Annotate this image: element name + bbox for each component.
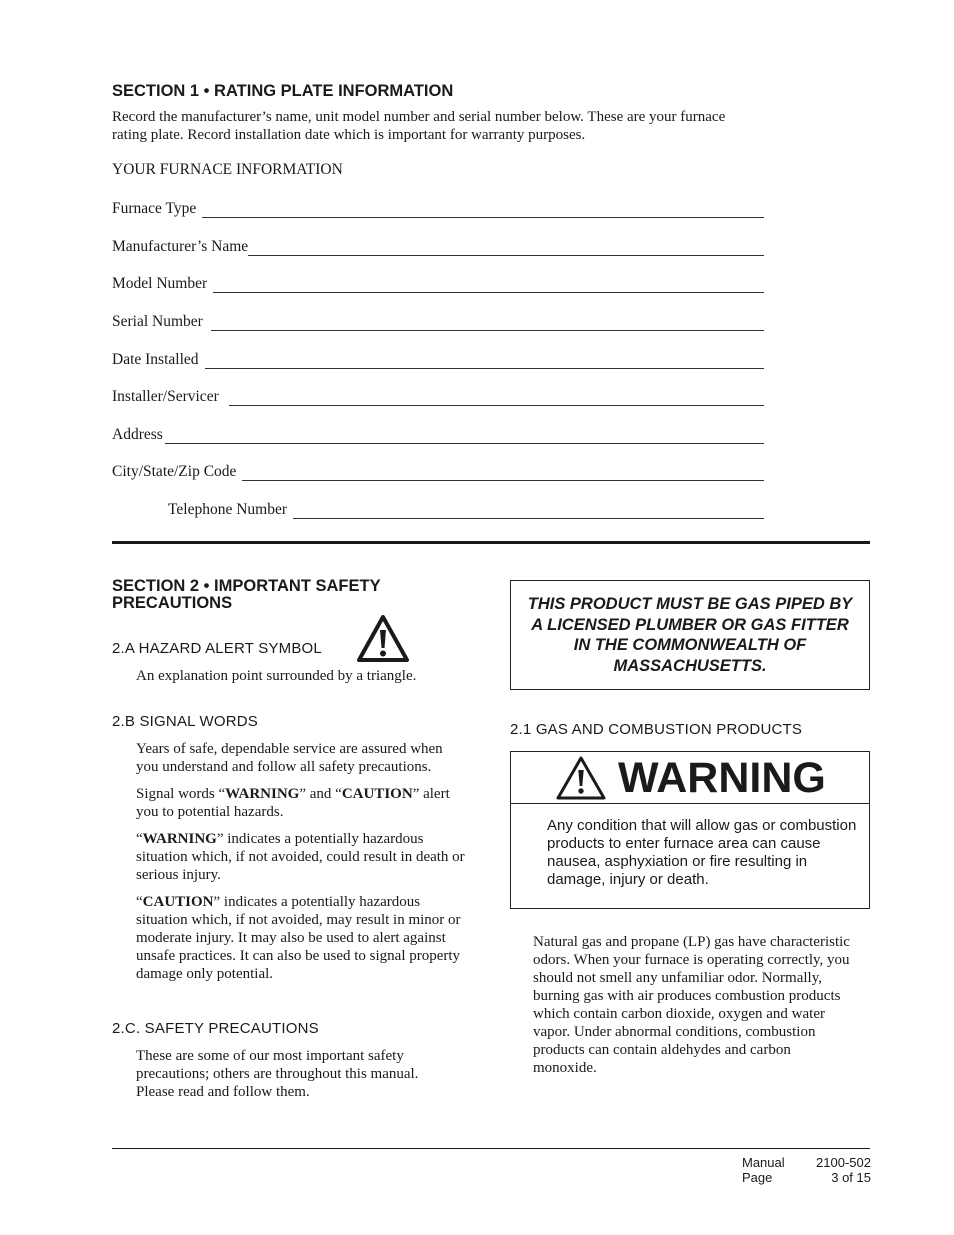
signal-words-heading: 2.B SIGNAL WORDS (112, 713, 259, 730)
section-2-title-line-1: SECTION 2 • IMPORTANT SAFETY (112, 577, 381, 595)
field-label: City/State/Zip Code (112, 463, 237, 480)
warning-triangle-icon (555, 755, 607, 801)
field-address[interactable] (112, 424, 764, 444)
section-divider (112, 541, 870, 544)
notice-line-1: THIS PRODUCT MUST BE GAS PIPED BY (527, 595, 853, 613)
notice-line-2: A LICENSED PLUMBER OR GAS FITTER (531, 615, 849, 634)
signal-paragraph-1: Years of safe, dependable service are assured when you understand and follow all safety precautions. (136, 741, 443, 775)
field-date-installed[interactable] (112, 349, 764, 369)
section-1-intro (112, 108, 872, 144)
fill-line[interactable] (248, 241, 764, 256)
warning-message: Any condition that will allow gas or combustion products to enter furnace area can cause nausea, asphyxiation or fire resulting in damage, injury or death. (547, 817, 857, 888)
field-label: Installer/Servicer (112, 388, 219, 405)
fill-line[interactable] (229, 391, 764, 406)
gas-body-text: Natural gas and propane (LP) gas have characteristic odors. When your furnace is operating correctly, you should not smell any unfamiliar odor. Normally, burning gas with air produces combustion products which contain carbon dioxide, oxygen and water vapor. Under abnormal conditions, combustion products can contain aldehydes and carbon monoxide. (533, 934, 850, 1076)
fill-line[interactable] (211, 316, 764, 331)
field-label: Serial Number (112, 313, 203, 330)
section-2-title-line-2: PRECAUTIONS (112, 594, 233, 612)
fill-line[interactable] (213, 278, 764, 293)
fill-line[interactable] (205, 354, 764, 369)
footer-page-number: 3 of 15 (831, 1170, 871, 1185)
field-label: Address (112, 426, 163, 443)
fill-line[interactable] (165, 429, 764, 444)
field-serial-number[interactable] (112, 311, 764, 331)
field-label: Model Number (112, 275, 208, 292)
fill-line[interactable] (202, 203, 764, 218)
fill-line[interactable] (293, 504, 764, 519)
field-label: Telephone Number (168, 501, 287, 518)
field-telephone-number[interactable] (168, 499, 764, 519)
warning-header (511, 752, 869, 804)
safety-precautions-text: These are some of our most important safety precautions; others are throughout this manual. Please read and follow them. (136, 1048, 419, 1100)
field-label: Furnace Type (112, 200, 197, 217)
field-manufacturer-name[interactable] (112, 236, 764, 256)
section-2-title (112, 578, 381, 612)
signal-paragraph-3: “WARNING” indicates a potentially hazardous situation which, if not avoided, could result in death or serious injury. (136, 831, 465, 883)
field-label: Manufacturer’s Name (112, 238, 249, 255)
footer-page-label: Page (742, 1170, 773, 1185)
warning-box (510, 751, 870, 909)
signal-words-body (136, 740, 466, 992)
field-installer-servicer[interactable] (112, 386, 764, 406)
field-label: Date Installed (112, 351, 199, 368)
field-furnace-type[interactable] (112, 198, 764, 218)
hazard-description: An explanation point surrounded by a triangle. (136, 668, 417, 684)
footer-manual-label: Manual (742, 1155, 785, 1170)
safety-precautions-heading: 2.C. SAFETY PRECAUTIONS (112, 1020, 319, 1037)
field-city-state-zip[interactable] (112, 461, 764, 481)
hazard-heading: 2.A HAZARD ALERT SYMBOL (112, 640, 322, 657)
field-model-number[interactable] (112, 273, 764, 293)
footer-manual-number: 2100-502 (816, 1155, 871, 1170)
warning-word: WARNING (618, 754, 826, 802)
footer-rule (112, 1148, 870, 1149)
signal-paragraph-4: “CAUTION” indicates a potentially hazardous situation which, if not avoided, may result in minor or moderate injury. It may also be used to alert against unsafe practices. It can also be used to signal property damage only potential. (136, 894, 461, 982)
fill-line[interactable] (242, 466, 764, 481)
furnace-info-heading: YOUR FURNACE INFORMATION (112, 161, 343, 178)
signal-paragraph-2: Signal words “WARNING” and “CAUTION” alert you to potential hazards. (136, 786, 450, 820)
gas-combustion-heading: 2.1 GAS AND COMBUSTION PRODUCTS (510, 721, 803, 738)
section-1-title: SECTION 1 • RATING PLATE INFORMATION (112, 82, 454, 100)
intro-line-2: rating plate. Record installation date which is important for warranty purposes. (112, 127, 586, 143)
intro-line-1: Record the manufacturer’s name, unit model number and serial number below. These are your furnace (112, 109, 726, 125)
notice-line-3: IN THE COMMONWEALTH OF (573, 636, 807, 654)
massachusetts-notice-box (510, 580, 870, 690)
hazard-triangle-icon (356, 614, 410, 664)
notice-line-4: MASSACHUSETTS. (613, 656, 767, 675)
